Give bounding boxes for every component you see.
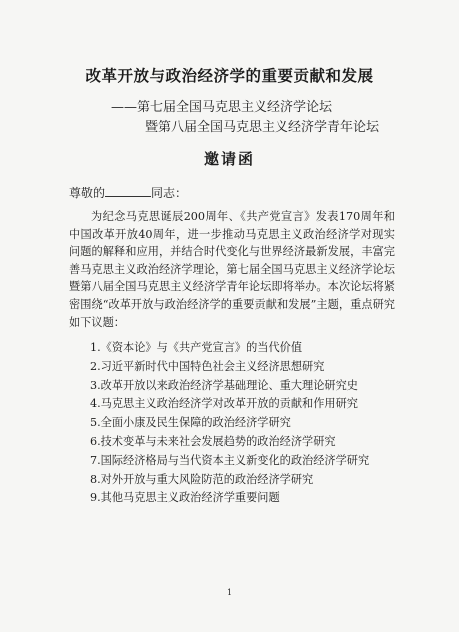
list-item: 9.其他马克思主义政治经济学重要问题 [90, 491, 280, 505]
list-item: 4.马克思主义政治经济学对改革开放的贡献和作用研究 [90, 397, 358, 411]
invitation-heading: 邀请函 [203, 150, 255, 168]
list-item: 5.全面小康及民生保障的政治经济学研究 [90, 416, 291, 430]
greeting-suffix: 同志： [151, 186, 188, 200]
list-item: 3.改革开放以来政治经济学基础理论、重大理论研究史 [90, 378, 358, 392]
page-number: 1 [226, 588, 233, 597]
subtitle-line-2: 暨第八届全国马克思主义经济学青年论坛 [145, 120, 380, 135]
list-item: 2.习近平新时代中国特色社会主义经济思想研究 [90, 359, 325, 373]
greeting [69, 184, 187, 201]
topic-list [90, 339, 369, 508]
list-item: 7.国际经济格局与当代资本主义新变化的政治经济学研究 [90, 453, 370, 467]
body-paragraph: 为纪念马克思诞辰200周年、《共产党宣言》发表170周年和中国改革开放40周年，进一步推动马克思主义政治经济学对现实问题的解释和应用，并结合时代变化与世界经济最新发展，丰富完善马克思主义政治经济学理论，第七届全国马克思主义经济学论坛暨第八届全国马克思主义经济学青年论坛即将举办。本次论坛将紧密围绕“改革开放与政治经济学的重要贡献和发展”主题，重点研究如下议题： [69, 210, 395, 329]
list-item: 1.《资本论》与《共产党宣言》的当代价值 [90, 341, 303, 354]
list-item: 8.对外开放与重大风险防范的政治经济学研究 [90, 472, 314, 486]
name-blank [105, 185, 151, 197]
subtitle-line-1: ——第七届全国马克思主义经济学论坛 [111, 100, 333, 115]
list-item: 6.技术变革与未来社会发展趋势的政治经济学研究 [90, 434, 336, 448]
greeting-prefix: 尊敬的 [69, 186, 106, 200]
document-title: 改革开放与政治经济学的重要贡献和发展 [85, 66, 374, 85]
